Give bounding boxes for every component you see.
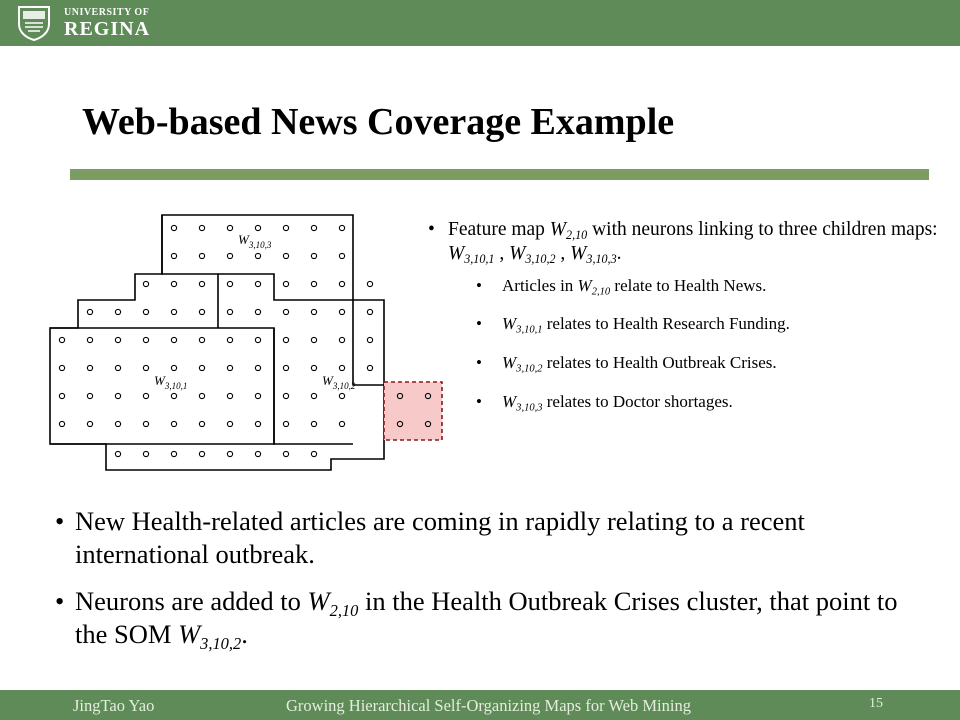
neuron-node: [87, 337, 92, 342]
neuron-node: [227, 225, 232, 230]
right-bullet-list: [428, 218, 948, 431]
sub-bullet-item: • $W_{3,10,2}$ relates to Health Outbreak Crises.: [476, 353, 777, 375]
neuron-node: [199, 337, 204, 342]
neuron-node: [311, 281, 316, 286]
som-hierarchy-diagram: [40, 200, 460, 500]
neuron-node: [115, 393, 120, 398]
neuron-node: [199, 309, 204, 314]
neuron-node: [171, 337, 176, 342]
neuron-node: [283, 281, 288, 286]
neuron-node: [227, 365, 232, 370]
header-bar: [0, 0, 960, 46]
label-w3102: $W_{3,10,2}$: [322, 373, 356, 391]
neuron-node: [339, 393, 344, 398]
neuron-node: [227, 337, 232, 342]
neuron-node: [59, 337, 64, 342]
neuron-node: [199, 393, 204, 398]
neuron-node: [87, 365, 92, 370]
main-bullet: [428, 218, 948, 266]
neuron-node: [171, 281, 176, 286]
sub-bullet-item: • $W_{3,10,1}$ relates to Health Research Funding.: [476, 314, 790, 336]
lower-bullet-list: [55, 505, 935, 666]
neuron-node: [227, 253, 232, 258]
neuron-node: [171, 225, 176, 230]
neuron-node: [199, 365, 204, 370]
neuron-node: [59, 393, 64, 398]
neuron-node: [339, 281, 344, 286]
sub-bullet-item: • Articles in $W_{2,10}$ relate to Health News.: [476, 275, 767, 298]
neuron-node: [367, 309, 372, 314]
neuron-node: [339, 337, 344, 342]
bullet-marker: •: [428, 219, 435, 240]
neuron-node: [283, 393, 288, 398]
neuron-node: [255, 421, 260, 426]
neuron-node: [367, 365, 372, 370]
neuron-node: [255, 309, 260, 314]
child-map-outline-3b: [218, 274, 384, 385]
neuron-node: [339, 309, 344, 314]
neuron-node: [339, 253, 344, 258]
neuron-node: [199, 281, 204, 286]
neuron-node: [199, 225, 204, 230]
neuron-node: [367, 337, 372, 342]
neuron-node: [87, 421, 92, 426]
footer-talk-title: Growing Hierarchical Self-Organizing Maps for Web Mining: [286, 696, 691, 715]
neuron-node: [227, 281, 232, 286]
neuron-node: [115, 451, 120, 456]
neuron-node: [227, 421, 232, 426]
child-map-outline-3: [162, 215, 218, 328]
neuron-node: [227, 309, 232, 314]
main-bullet-text: Feature map $W_{2,10}$ with neurons linking to three children maps: $W_{3,10,1}$ , $W_{3,10,2}$ , $W_{3,10,3}$.: [448, 219, 938, 266]
neuron-node: [87, 309, 92, 314]
neuron-node: [143, 451, 148, 456]
neuron-node: [171, 309, 176, 314]
neuron-node: [311, 421, 316, 426]
neuron-node: [311, 309, 316, 314]
neuron-node: [255, 253, 260, 258]
neuron-node: [171, 421, 176, 426]
neuron-node: [143, 393, 148, 398]
neuron-node: [199, 451, 204, 456]
neuron-node: [143, 421, 148, 426]
neuron-node: [339, 421, 344, 426]
neuron-node: [283, 421, 288, 426]
neuron-node: [115, 309, 120, 314]
neuron-node: [143, 337, 148, 342]
lower-bullet-2: • Neurons are added to $W_{2,10}$ in the Health Outbreak Crises cluster, that point to the SOM $W_{3,10,2}$.: [55, 585, 935, 651]
page-number: 15: [869, 696, 883, 711]
neuron-node: [171, 451, 176, 456]
lower-bullet-1-text: New Health-related articles are coming in rapidly relating to a recent international outbreak.: [75, 506, 805, 570]
neuron-node: [171, 365, 176, 370]
neuron-node: [311, 253, 316, 258]
neuron-node: [283, 253, 288, 258]
university-logo: [16, 3, 150, 43]
neuron-node: [143, 281, 148, 286]
neuron-node: [255, 393, 260, 398]
sub-bullet-list: [428, 276, 948, 413]
neuron-node: [255, 365, 260, 370]
neuron-node: [283, 309, 288, 314]
neuron-node: [283, 337, 288, 342]
neuron-node: [143, 309, 148, 314]
neuron-node: [367, 281, 372, 286]
neuron-node: [255, 337, 260, 342]
neuron-node: [283, 365, 288, 370]
neuron-node: [283, 451, 288, 456]
neuron-node: [227, 393, 232, 398]
neuron-grid: [59, 225, 430, 456]
neuron-node: [311, 393, 316, 398]
neuron-node: [255, 451, 260, 456]
university-name: REGINA: [64, 17, 151, 40]
crest-icon: [16, 4, 52, 42]
neuron-node: [227, 451, 232, 456]
parent-map-outline: [50, 215, 384, 470]
neuron-node: [143, 365, 148, 370]
neuron-node: [339, 225, 344, 230]
neuron-node: [171, 393, 176, 398]
lower-bullet-2-text: Neurons are added to $W_{2,10}$ in the Health Outbreak Crises cluster, that point to the SOM $W_{3,10,2}$.: [75, 586, 898, 654]
slide-title: Web-based News Coverage Example: [82, 101, 675, 143]
neuron-node: [59, 421, 64, 426]
neuron-node: [255, 225, 260, 230]
neuron-node: [171, 253, 176, 258]
neuron-node: [115, 337, 120, 342]
neuron-node: [199, 421, 204, 426]
neuron-node: [255, 281, 260, 286]
title-divider: [70, 169, 929, 180]
lower-bullet-1: • New Health-related articles are coming in rapidly relating to a recent international outbreak.: [55, 505, 935, 571]
neuron-node: [311, 365, 316, 370]
neuron-node: [283, 225, 288, 230]
neuron-node: [199, 253, 204, 258]
neuron-node: [311, 225, 316, 230]
neuron-node: [311, 451, 316, 456]
label-w3103: $W_{3,10,3}$: [238, 232, 272, 250]
sub-bullet-item: • $W_{3,10,3}$ relates to Doctor shortages.: [476, 391, 733, 414]
neuron-node: [339, 365, 344, 370]
footer-author: JingTao Yao: [73, 696, 155, 715]
neuron-node: [311, 337, 316, 342]
footer-bar: [0, 690, 960, 720]
neuron-node: [115, 365, 120, 370]
neuron-node: [115, 421, 120, 426]
neuron-node: [59, 365, 64, 370]
university-name-small: UNIVERSITY OF: [64, 6, 150, 18]
neuron-node: [87, 393, 92, 398]
label-w3101: $W_{3,10,1}$: [154, 373, 188, 391]
